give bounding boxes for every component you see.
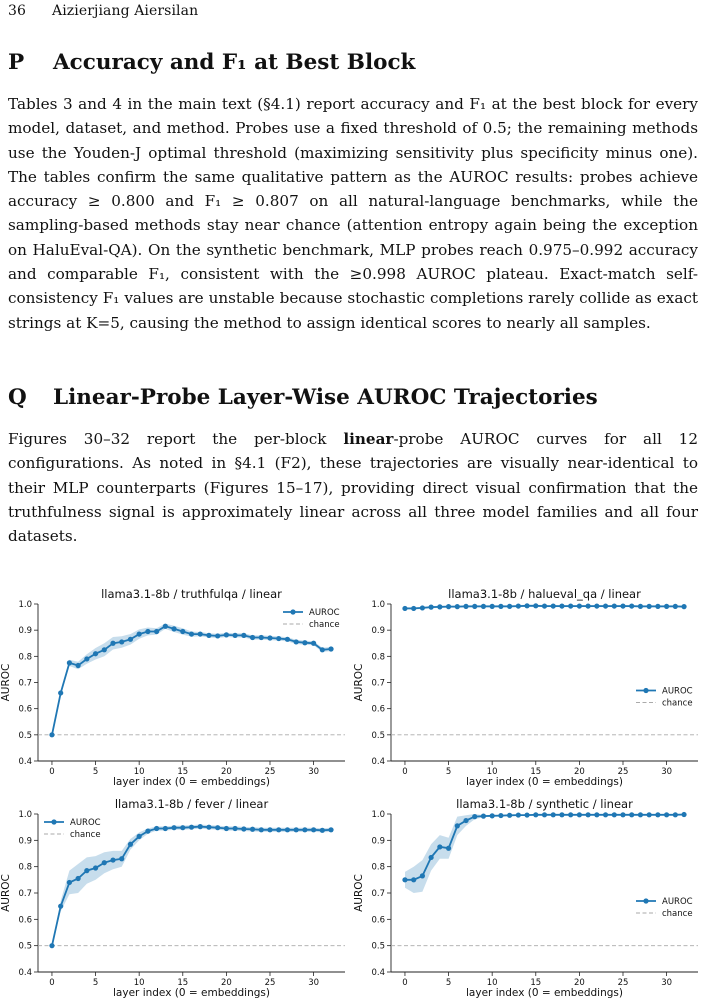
x-tick-label: 25 (617, 767, 629, 777)
data-point (67, 660, 72, 665)
data-point (250, 635, 255, 640)
data-point (154, 826, 159, 831)
data-point (259, 827, 264, 832)
data-point (542, 603, 547, 608)
x-tick-label: 30 (308, 978, 320, 988)
x-tick-label: 0 (49, 978, 55, 988)
data-point (302, 640, 307, 645)
y-tick-label: 0.7 (371, 678, 385, 689)
data-point (516, 812, 521, 817)
x-axis-label: layer index (0 = embeddings) (113, 776, 270, 788)
data-point (76, 663, 81, 668)
data-point (145, 629, 150, 634)
y-tick-label: 1.0 (371, 600, 385, 610)
data-point (673, 812, 678, 817)
series-line (52, 827, 331, 946)
chart-panel-2 (353, 587, 698, 788)
confidence-band (52, 825, 331, 946)
data-point (429, 855, 434, 860)
data-point (673, 604, 678, 609)
data-point (233, 826, 238, 831)
data-point (320, 828, 325, 833)
data-point (285, 637, 290, 642)
data-point (171, 825, 176, 830)
data-point (58, 904, 63, 909)
x-tick-label: 20 (220, 767, 232, 777)
running-author: Aizierjiang Aiersilan (52, 3, 199, 19)
y-tick-label: 0.8 (371, 862, 385, 873)
data-point (411, 606, 416, 611)
y-tick-label: 1.0 (18, 810, 32, 820)
x-tick-label: 0 (49, 767, 55, 777)
y-axis-label: AUROC (353, 874, 365, 912)
x-tick-label: 20 (573, 978, 585, 988)
data-point (481, 604, 486, 609)
data-point (481, 814, 486, 819)
chart-title: llama3.1-8b / fever / linear (114, 797, 269, 811)
y-tick-label: 0.4 (18, 757, 32, 767)
data-point (638, 604, 643, 609)
y-tick-label: 0.8 (18, 862, 32, 873)
y-tick-label: 0.6 (371, 704, 385, 715)
data-point (302, 827, 307, 832)
y-tick-label: 0.9 (371, 836, 385, 847)
data-point (446, 604, 451, 609)
x-tick-label: 30 (661, 767, 673, 777)
data-point (559, 812, 564, 817)
data-point (320, 647, 325, 652)
data-point (267, 827, 272, 832)
y-tick-label: 0.5 (371, 941, 385, 952)
data-point (603, 812, 608, 817)
y-tick-label: 0.6 (18, 704, 32, 715)
x-tick-label: 10 (486, 767, 498, 777)
y-tick-label: 0.7 (18, 678, 32, 689)
legend-auroc-label: AUROC (309, 608, 340, 618)
x-tick-label: 5 (445, 767, 452, 777)
data-point (137, 834, 142, 839)
data-point (163, 624, 168, 629)
data-point (437, 604, 442, 609)
section-q-text-1: Figures 30–32 report the per-block (8, 430, 344, 448)
data-point (577, 812, 582, 817)
data-point (215, 633, 220, 638)
section-q-paragraph (8, 427, 698, 548)
data-point (594, 603, 599, 608)
data-point (490, 604, 495, 609)
data-point (455, 823, 460, 828)
legend-auroc-marker (643, 898, 648, 903)
series-line (52, 626, 331, 735)
chart-panel-3 (0, 797, 345, 999)
data-point (250, 827, 255, 832)
data-point (402, 606, 407, 611)
data-point (76, 876, 81, 881)
data-point (472, 814, 477, 819)
x-tick-label: 5 (445, 978, 452, 988)
data-point (411, 877, 416, 882)
x-axis-label: layer index (0 = embeddings) (113, 987, 270, 999)
data-point (620, 603, 625, 608)
confidence-band (405, 814, 684, 893)
section-q-letter: Q (8, 385, 27, 410)
data-point (154, 629, 159, 634)
data-point (285, 827, 290, 832)
data-point (647, 604, 652, 609)
x-tick-label: 10 (133, 978, 145, 988)
data-point (49, 732, 54, 737)
legend-chance-label: chance (662, 698, 693, 709)
data-point (110, 641, 115, 646)
data-point (198, 824, 203, 829)
chart-panel-1 (0, 587, 345, 788)
x-tick-label: 10 (486, 978, 498, 988)
y-tick-label: 0.9 (18, 626, 32, 637)
data-point (524, 812, 529, 817)
chart-title: llama3.1-8b / halueval_qa / linear (448, 587, 641, 601)
y-tick-label: 1.0 (18, 600, 32, 610)
y-tick-label: 0.4 (371, 968, 385, 978)
section-q-bold: linear (343, 430, 394, 448)
data-point (533, 812, 538, 817)
data-point (110, 857, 115, 862)
data-point (171, 626, 176, 631)
legend-auroc-label: AUROC (662, 686, 693, 697)
data-point (612, 603, 617, 608)
x-tick-label: 5 (92, 978, 99, 988)
y-tick-label: 0.5 (18, 941, 32, 952)
data-point (507, 604, 512, 609)
section-q-text-2: -probe AUROC curves for all 12 configurations. As noted in §4.1 (F2), these trajectories are visually near-identical to their MLP counterparts (Figures 15–17), providing direct visual confirmation that the truthfulness signal is approximately linear across all three model families and all four datasets. (8, 430, 698, 546)
data-point (294, 827, 299, 832)
data-point (681, 812, 686, 817)
data-point (420, 605, 425, 610)
data-point (612, 812, 617, 817)
y-tick-label: 0.9 (18, 836, 32, 847)
y-axis-label: AUROC (353, 663, 365, 702)
data-point (586, 603, 591, 608)
y-tick-label: 0.8 (371, 652, 385, 663)
data-point (594, 812, 599, 817)
data-point (311, 827, 316, 832)
data-point (206, 633, 211, 638)
y-tick-label: 0.4 (18, 968, 32, 978)
data-point (498, 813, 503, 818)
data-point (267, 635, 272, 640)
x-tick-label: 25 (264, 767, 276, 777)
data-point (542, 812, 547, 817)
data-point (647, 812, 652, 817)
data-point (189, 631, 194, 636)
data-point (67, 880, 72, 885)
data-point (276, 636, 281, 641)
section-p-heading (8, 50, 415, 75)
data-point (119, 639, 124, 644)
data-point (463, 818, 468, 823)
data-point (58, 690, 63, 695)
data-point (463, 604, 468, 609)
section-p-paragraph: Tables 3 and 4 in the main text (§4.1) report accuracy and F₁ at the best block for every model, dataset, and method. Probes use a fixed threshold of 0.5; the remaining methods use the Youden-J optimal threshold (maximizing sensitivity plus specificity minus one). The tables confirm the same qualitative pattern as the AUROC results: probes achieve accuracy ≥ 0.800 and F₁ ≥ 0.807 on all natural-language benchmarks, while the sampling-based methods stay near chance (attention entropy again being the exception on HaluEval-QA). On the synthetic benchmark, MLP probes reach 0.975–0.992 accuracy and comparable F₁, consistent with the ≥0.998 AUROC plateau. Exact-match self-consistency F₁ values are unstable because stochastic completions rarely collide as exact strings at K=5, causing the method to assign identical scores to nearly all samples. (8, 95, 698, 332)
data-point (586, 812, 591, 817)
data-point (629, 812, 634, 817)
data-point (259, 635, 264, 640)
data-point (629, 603, 634, 608)
data-point (224, 826, 229, 831)
data-point (655, 604, 660, 609)
data-point (533, 603, 538, 608)
data-point (498, 604, 503, 609)
data-point (84, 656, 89, 661)
data-point (664, 604, 669, 609)
data-point (128, 842, 133, 847)
y-tick-label: 0.7 (18, 889, 32, 899)
data-point (145, 829, 150, 834)
data-point (189, 825, 194, 830)
data-point (180, 825, 185, 830)
data-point (620, 812, 625, 817)
data-point (294, 639, 299, 644)
x-tick-label: 10 (133, 767, 145, 777)
x-tick-label: 20 (573, 767, 585, 777)
section-p-title: Accuracy and F₁ at Best Block (53, 50, 416, 75)
y-axis-label: AUROC (0, 874, 12, 912)
legend-auroc-marker (51, 819, 56, 824)
x-axis-label: layer index (0 = embeddings) (466, 987, 623, 999)
data-point (446, 846, 451, 851)
data-point (524, 603, 529, 608)
data-point (241, 826, 246, 831)
y-tick-label: 0.5 (18, 730, 32, 741)
y-tick-label: 0.9 (371, 626, 385, 637)
auroc-figure (0, 572, 705, 1004)
data-point (276, 827, 281, 832)
y-tick-label: 0.6 (18, 915, 32, 926)
data-point (402, 877, 407, 882)
data-point (93, 865, 98, 870)
data-point (437, 844, 442, 849)
x-tick-label: 0 (402, 767, 408, 777)
chart-title: llama3.1-8b / synthetic / linear (456, 797, 633, 811)
data-point (516, 603, 521, 608)
data-point (206, 825, 211, 830)
x-tick-label: 20 (220, 978, 232, 988)
x-tick-label: 30 (661, 978, 673, 988)
legend-auroc-marker (643, 688, 648, 693)
x-tick-label: 25 (617, 978, 629, 988)
data-point (128, 637, 133, 642)
data-point (233, 633, 238, 638)
x-tick-label: 15 (177, 767, 189, 777)
data-point (507, 813, 512, 818)
y-axis-label: AUROC (0, 663, 12, 702)
data-point (472, 604, 477, 609)
y-tick-label: 0.5 (371, 730, 385, 741)
data-point (681, 604, 686, 609)
data-point (551, 603, 556, 608)
section-q-title: Linear-Probe Layer-Wise AUROC Trajectories (53, 385, 598, 410)
legend-auroc-label: AUROC (662, 897, 693, 907)
legend-chance-label: chance (662, 909, 693, 919)
data-point (559, 603, 564, 608)
x-tick-label: 5 (92, 767, 99, 777)
legend-chance-label: chance (70, 830, 101, 840)
data-point (102, 860, 107, 865)
legend-auroc-marker (290, 609, 295, 614)
data-point (137, 631, 142, 636)
data-point (568, 603, 573, 608)
legend-chance-label: chance (309, 620, 340, 630)
legend-auroc-label: AUROC (70, 818, 101, 828)
chart-panel-4 (353, 797, 698, 999)
data-point (455, 604, 460, 609)
data-point (655, 812, 660, 817)
data-point (102, 647, 107, 652)
data-point (163, 826, 168, 831)
data-point (198, 631, 203, 636)
data-point (180, 629, 185, 634)
x-tick-label: 30 (308, 767, 320, 777)
x-axis-label: layer index (0 = embeddings) (466, 776, 623, 788)
data-point (551, 812, 556, 817)
data-point (311, 641, 316, 646)
data-point (664, 812, 669, 817)
data-point (49, 943, 54, 948)
data-point (84, 868, 89, 873)
data-point (93, 651, 98, 656)
data-point (241, 633, 246, 638)
data-point (603, 603, 608, 608)
data-point (429, 605, 434, 610)
y-tick-label: 0.8 (18, 652, 32, 663)
data-point (490, 813, 495, 818)
data-point (328, 827, 333, 832)
chart-title: llama3.1-8b / truthfulqa / linear (101, 587, 282, 601)
data-point (568, 812, 573, 817)
section-q-heading (8, 385, 598, 410)
y-tick-label: 1.0 (371, 810, 385, 820)
y-tick-label: 0.6 (371, 915, 385, 926)
x-tick-label: 15 (530, 978, 542, 988)
y-tick-label: 0.7 (371, 889, 385, 899)
data-point (224, 632, 229, 637)
x-tick-label: 15 (530, 767, 542, 777)
page-number: 36 (8, 3, 27, 19)
data-point (420, 873, 425, 878)
section-p-letter: P (8, 50, 25, 75)
x-tick-label: 15 (177, 978, 189, 988)
data-point (577, 603, 582, 608)
running-head (8, 3, 198, 19)
data-point (328, 646, 333, 651)
data-point (638, 812, 643, 817)
x-tick-label: 25 (264, 978, 276, 988)
y-tick-label: 0.4 (371, 757, 385, 767)
data-point (215, 825, 220, 830)
x-tick-label: 0 (402, 978, 408, 988)
data-point (119, 856, 124, 861)
